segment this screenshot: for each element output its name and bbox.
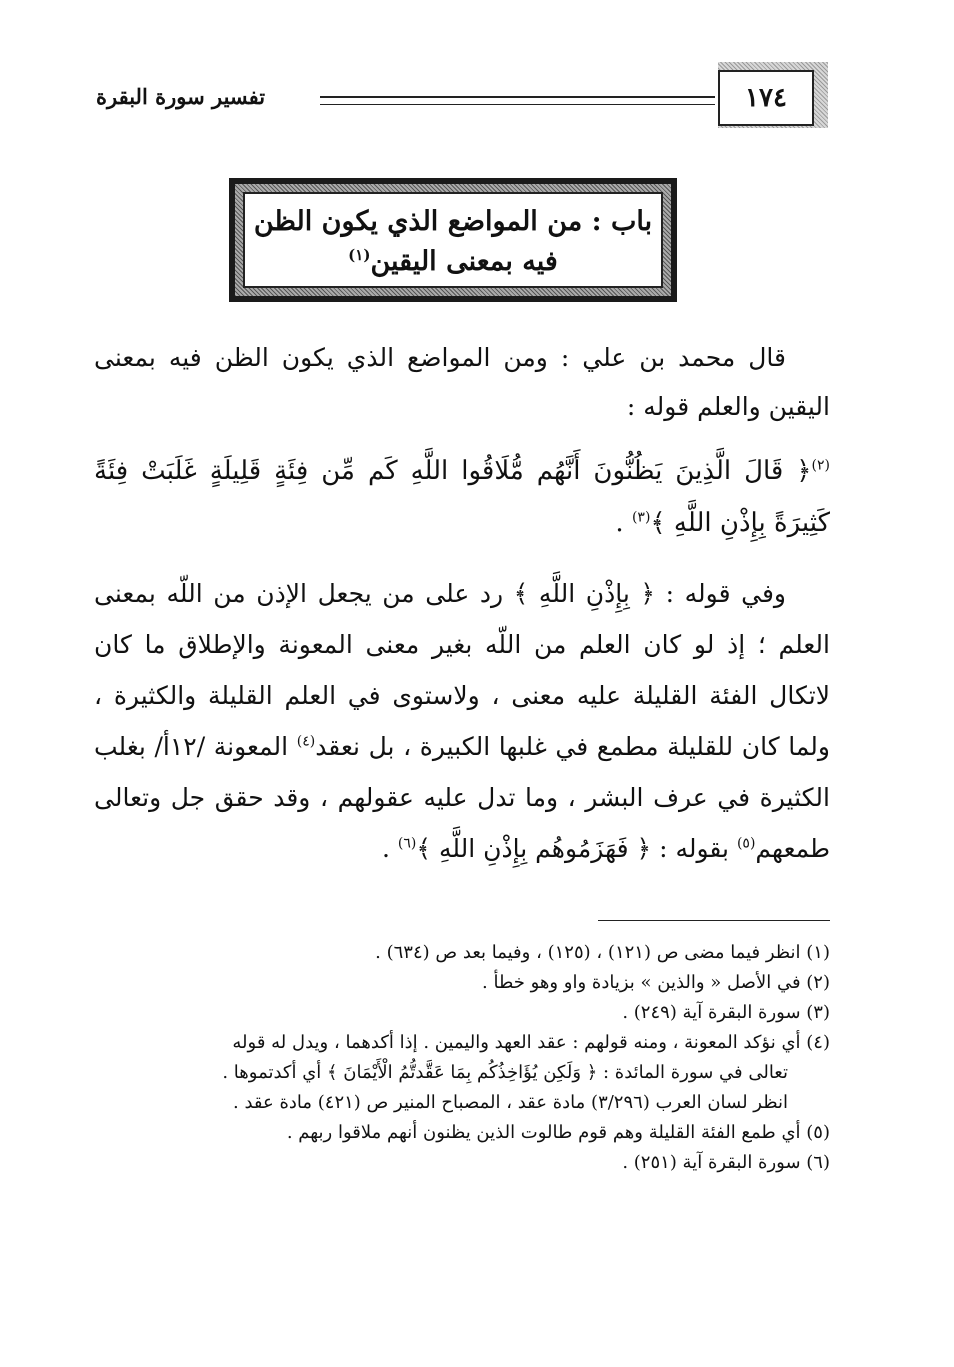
footnote-4-continued: تعالى في سورة المائدة : ﴿ وَلَكِن يُؤَاخِذُكُم بِمَا عَقَّدتُّمُ الْأَيْمَانَ ﴾ أي أكدتموها .: [222, 1062, 788, 1083]
page-number: ١٧٤: [718, 70, 814, 126]
chapter-title: [243, 192, 663, 288]
footnote-separator: [598, 920, 830, 921]
commentary-text: المعونة /١٢أ/ بغلب الكثيرة في عرف البشر ، وما تدل عليه عقولهم ، وقد حقق جل وتعالى طمعهم: [94, 732, 830, 863]
footnote-5: (٥) أي طمع الفئة القليلة وهم قوم طالوت الذين يظنون أنهم ملاقوا ربهم .: [286, 1122, 830, 1143]
chapter-title-border: [235, 184, 671, 296]
quran-verse: [94, 445, 830, 549]
footnote-ref: (٣): [631, 509, 651, 526]
header-rule-thin: [320, 104, 715, 105]
chapter-title-line2: [245, 242, 661, 282]
commentary-end: .: [381, 834, 398, 863]
footnotes-list: [90, 938, 830, 1178]
footnote-ref: (٦): [397, 835, 417, 852]
footnote-2: (٢) في الأصل « والذين » بزيادة واو وهو خطأ .: [482, 972, 830, 993]
running-title: تفسير سورة البقرة: [96, 84, 266, 109]
page-number-frame: [718, 62, 828, 128]
footnote-ref: (١): [348, 246, 371, 264]
footnote-ref: (٥): [736, 835, 756, 852]
footnote-ref: (٤): [296, 733, 316, 750]
verse-end: .: [615, 508, 632, 538]
commentary-text: بقوله : ﴿ فَهَزَمُوهُم بِإِذْنِ اللَّهِ ﴾: [416, 834, 737, 863]
chapter-title-box: [229, 178, 677, 302]
footnote-3: (٣) سورة البقرة آية (٢٤٩) .: [622, 1002, 830, 1023]
header-rule: [320, 96, 715, 98]
footnote-6: (٦) سورة البقرة آية (٢٥١) .: [622, 1152, 830, 1173]
footnote-1: (١) انظر فيما مضى ص (١٢١) ، (١٢٥) ، وفيما بعد ص (٦٣٤) .: [375, 942, 830, 963]
page-header: [90, 62, 830, 132]
chapter-title-line2-text: فيه بمعنى اليقين: [370, 246, 558, 277]
footnote-4-source: انظر لسان العرب (٣/٢٩٦) مادة عقد ، المصباح المنير ص (٤٢١) مادة عقد .: [233, 1092, 788, 1113]
paragraph-intro: قال محمد بن علي : ومن المواضع الذي يكون الظن فيه بمعنى اليقين والعلم قوله :: [94, 343, 830, 421]
chapter-title-line1: باب : من المواضع الذي يكون الظن: [253, 206, 653, 237]
verse-text: ﴿ قَالَ الَّذِينَ يَظُنُّونَ أَنَّهُم مُّلَاقُوا اللَّهِ كَم مِّن فِئَةٍ قَلِيلَةٍ غَلَبَتْ فِئَةً كَثِيرَةً بِإِذْنِ اللَّهِ ﴾: [94, 456, 830, 538]
paragraph-commentary: [94, 568, 830, 874]
footnote-4: (٤) أي نؤكد المعونة ، ومنه قولهم : عقد العهد واليمين . إذا أكدهما ، ويدل له قوله: [232, 1032, 830, 1053]
footnote-ref: (٢): [811, 457, 830, 474]
commentary-text: وفي قوله : ﴿ بِإِذْنِ اللَّهِ ﴾ رد على من يجعل الإذن من اللّه بمعنى العلم ؛ إذ لو كان العلم من اللّه بغير معنى المعونة والإطلاق ما كان لاتكال الفئة القليلة عليه معنى ، ولاستوى في العلم القليلة والكثيرة ، ولما كان للقليلة مطمع في غلبها الكبيرة ، بل نعقد: [94, 579, 830, 761]
